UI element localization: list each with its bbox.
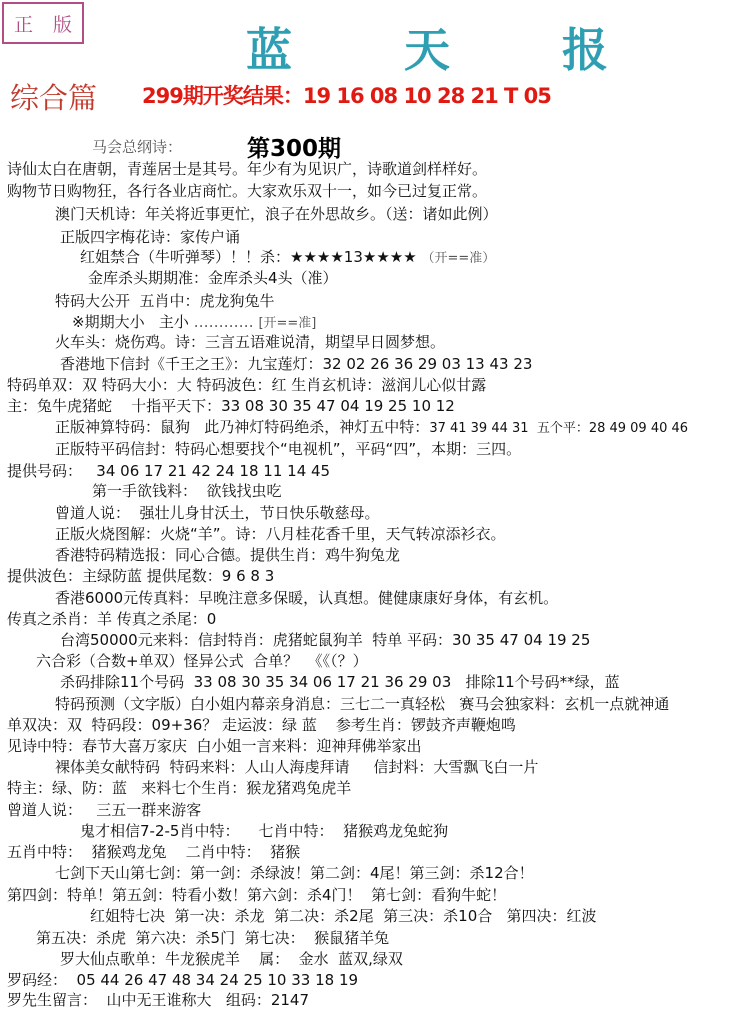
text-line: 见诗中特：春节大喜万家庆 白小姐一言来料：迎神拜佛举家出 (7, 737, 422, 755)
text-line: 香港6000元传真料：早晚注意多保暖，认真想。健健康康好身体，有玄机。 (55, 589, 559, 607)
issue-number: 第300期 (247, 136, 342, 162)
text-line: 正版神算特码：鼠狗 此乃神灯特码绝杀，神灯五中特：37 41 39 44 31 五个平：28 49 09 40 46 (55, 418, 689, 436)
text-line: ※期期大小 主小 ………… [开==准] (72, 313, 317, 331)
stamp-char-2: 版 (52, 13, 72, 36)
text-line: 香港特码精选报：同心合德。提供生肖：鸡牛狗兔龙 (55, 546, 401, 564)
draw-result: 299期开奖结果：19 16 08 10 28 21 T 05 (142, 84, 551, 108)
newspaper-title: 蓝 天 报 (246, 23, 657, 77)
text-line: 裸体美女献特码 特码来料：人山人海虔拜请 信封料：大雪飘飞白一片 (55, 758, 539, 776)
stamp-char-1: 正 (13, 13, 33, 36)
text-line: 台湾50000元来料：信封特肖：虎猪蛇鼠狗羊 特单 平码：30 35 47 04 19 25 (60, 631, 591, 649)
text-line: 特主：绿、防：蓝 来料七个生肖：猴龙猪鸡兔虎羊 (7, 779, 352, 797)
verse-heading: 马会总纲诗： (92, 138, 183, 156)
text-line: 诗仙太白在唐朝，青莲居士是其号。年少有为见识广，诗歌道剑样样好。 (7, 160, 488, 178)
text-line: 红姐特七决 第一决：杀龙 第二决：杀2尾 第三决：杀10合 第四决：红波 (90, 907, 597, 925)
text-line: 特码预测（文字版）白小姐内幕亲身消息：三七二一真轻松 赛马会独家料：玄机一点就神通 (55, 695, 670, 713)
text-line: 正版特平码信封：特码心想要找个“电视机”，平码“四”，本期：三四。 (55, 440, 522, 458)
text-line: 罗大仙点歌单：牛龙猴虎羊 属： 金水 蓝双,绿双 (60, 950, 403, 968)
text-line: 提供波色：主绿防蓝 提供尾数：9 6 8 3 (7, 567, 275, 585)
text-line: 鬼才相信7-2-5肖中特： 七肖中特： 猪猴鸡龙兔蛇狗 (80, 822, 449, 840)
text-line: 第五决：杀虎 第六决：杀5门 第七决： 猴鼠猪羊兔 (36, 929, 390, 947)
text-line: 红姐禁合（牛听弹琴）！！杀：★★★★13★★★★ （开==准） (80, 248, 496, 266)
text-line: 曾道人说： 强壮儿身甘沃土，节日快乐敬慈母。 (55, 504, 380, 522)
text-line: 特码单双：双 特码大小：大 特码波色：红 生肖玄机诗：滋润儿心似甘露 (7, 376, 487, 394)
text-line: 曾道人说： 三五一群来游客 (7, 801, 202, 819)
text-line: 七剑下天山第七剑：第一剑：杀绿波！第二剑：4尾！第三剑：杀12合！ (55, 864, 534, 882)
text-line: 第一手欲钱料： 欲钱找虫吃 (92, 482, 282, 500)
text-line: 罗先生留言： 山中无王谁称大 组码：2147 (7, 991, 310, 1009)
text-line: 香港地下信封《千王之王》：九宝莲灯：32 02 26 36 29 03 13 43 23 (60, 355, 533, 373)
text-line: 杀码排除11个号码 33 08 30 35 34 06 17 21 36 29 03 排除11个号码**绿，蓝 (60, 673, 620, 691)
text-line: 购物节日购物狂，各行各业店商忙。大家欢乐双十一，如今已过复正常。 (7, 182, 488, 200)
text-line: 传真之杀肖：羊 传真之杀尾：0 (7, 610, 217, 628)
text-line: 五肖中特： 猪猴鸡龙兔 二肖中特： 猪猴 (7, 843, 301, 861)
text-line: 单双决：双 特码段：09+36？ 走运波：绿 蓝 参考生肖：锣鼓齐声鞭炮鸣 (7, 716, 516, 734)
text-line: 提供号码： 34 06 17 21 42 24 18 11 14 45 (7, 462, 331, 480)
text-line: 正版四字梅花诗：家传户诵 (60, 228, 241, 246)
text-line: 金库杀头期期准：金库杀头4头（准） (88, 269, 338, 287)
text-line: 火车头：烧伤鸡。诗：三言五语难说清，期望早日圆梦想。 (55, 333, 446, 351)
edition-stamp (2, 2, 84, 44)
text-line: 澳门天机诗：年关将近事更忙，浪子在外思故乡。（送：诸如此例） (55, 205, 498, 223)
text-line: 罗码经： 05 44 26 47 48 34 24 25 10 33 18 19 (7, 971, 359, 989)
text-line: 六合彩（合数+单双）怪异公式 合单？ 《《（？） (36, 652, 368, 670)
text-line: 主：兔牛虎猪蛇 十指平天下：33 08 30 35 47 04 19 25 10 12 (7, 397, 455, 415)
text-line: 第四剑：特单！第五剑：特看小数！第六剑：杀4门！ 第七剑：看狗牛蛇！ (7, 886, 507, 904)
text-line: 正版火烧图解：火烧“羊”。诗：八月桂花香千里，天气转凉添衫衣。 (55, 525, 506, 543)
text-line: 特码大公开 五肖中：虎龙狗兔牛 (55, 292, 275, 310)
section-title: 综合篇 (10, 81, 98, 115)
